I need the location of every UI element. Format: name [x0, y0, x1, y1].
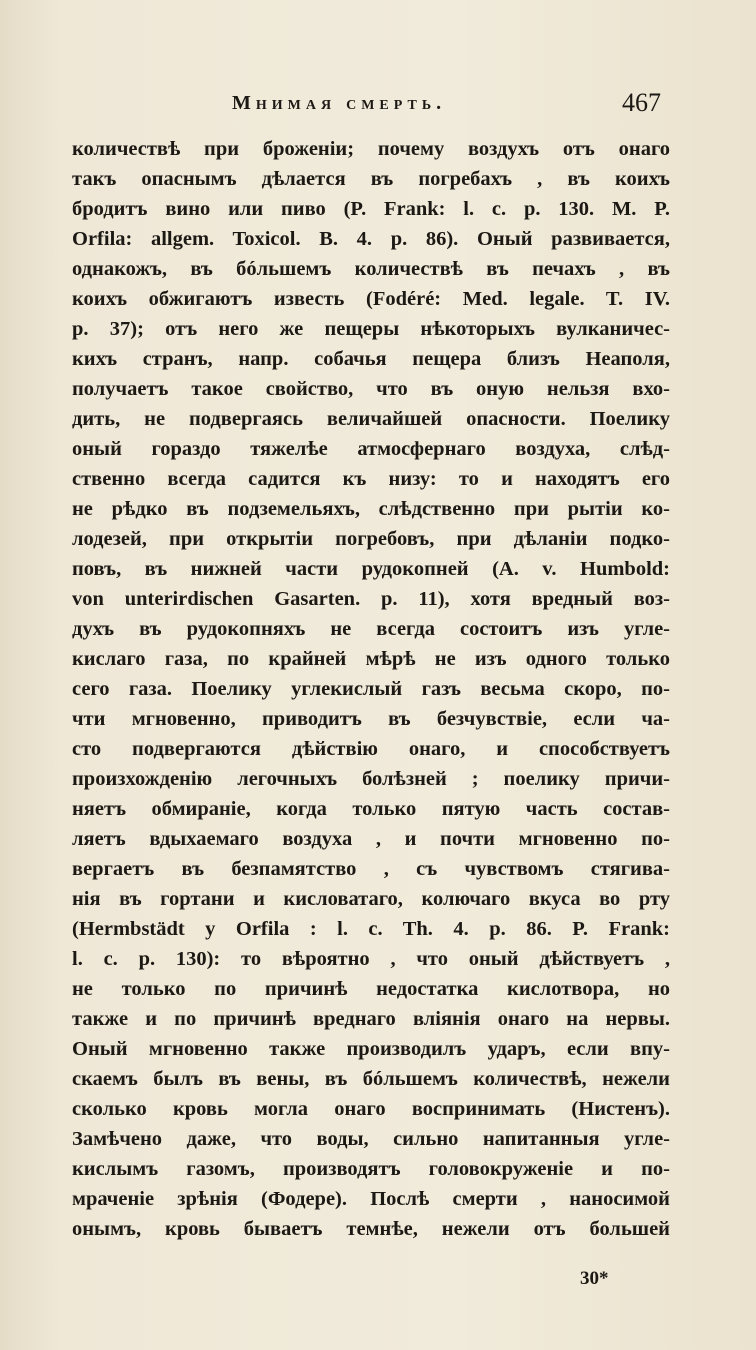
text-line: произхожденію легочныхъ болѣзней ; поелику причи-: [72, 768, 670, 790]
text-line: няетъ обмираніе, когда только пятую часть состав-: [72, 798, 670, 820]
text-line: кислымъ газомъ, производятъ головокруженіе и по-: [72, 1158, 670, 1180]
text-line: повъ, въ нижней части рудокопней (A. v. Humbold:: [72, 558, 670, 580]
text-line: чти мгновенно, приводитъ въ безчувствіе, если ча-: [72, 708, 670, 730]
text-line: такъ опаснымъ дѣлается въ погребахъ , въ коихъ: [72, 168, 670, 190]
text-line: ственно всегда садится къ низу: то и находятъ его: [72, 468, 670, 490]
text-line: бродитъ вино или пиво (P. Frank: l. c. p. 130. M. P.: [72, 198, 670, 220]
text-line: кихъ странъ, напр. собачья пещера близъ Неаполя,: [72, 348, 670, 370]
text-line: ляетъ вдыхаемаго воздуха , и почти мгновенно по-: [72, 828, 670, 850]
text-line: Orfila: allgem. Toxicol. B. 4. p. 86). Оный развивается,: [72, 228, 670, 250]
text-line: von unterirdischen Gasarten. p. 11), хотя вредный воз-: [72, 588, 670, 610]
text-line: Замѣчено даже, что воды, сильно напитанныя угле-: [72, 1128, 670, 1150]
text-line: лодезей, при открытіи погребовъ, при дѣланіи подко-: [72, 528, 670, 550]
text-line: духъ въ рудокопняхъ не всегда состоитъ изъ угле-: [72, 618, 670, 640]
text-line: p. 37); отъ него же пещеры нѣкоторыхъ вулканичес-: [72, 318, 670, 340]
text-line: количествѣ при броженіи; почему воздухъ отъ онаго: [72, 138, 670, 160]
text-line: l. c. p. 130): то вѣроятно , что оный дѣйствуетъ ,: [72, 948, 670, 970]
running-title: Мнимая смерть.: [232, 92, 447, 114]
text-line: онымъ, кровь бываетъ темнѣе, нежели отъ большей: [72, 1218, 670, 1240]
text-line: сто подвергаются дѣйствію онаго, и способствуетъ: [72, 738, 670, 760]
text-line: нія въ гортани и кисловатаго, колючаго вкуса во рту: [72, 888, 670, 910]
text-line: Оный мгновенно также производилъ ударъ, если впу-: [72, 1038, 670, 1060]
text-line: не только по причинѣ недостатка кислотвора, но: [72, 978, 670, 1000]
text-line: коихъ обжигаютъ известь (Fodéré: Med. legale. T. IV.: [72, 288, 670, 310]
text-line: (Hermbstädt у Orfila : l. c. Th. 4. p. 86. P. Frank:: [72, 918, 670, 940]
page-number: 467: [622, 88, 661, 117]
text-line: также и по причинѣ вреднаго вліянія онаго на нервы.: [72, 1008, 670, 1030]
text-line: получаетъ такое свойство, что въ оную нельзя вхо-: [72, 378, 670, 400]
body-text: [72, 134, 670, 1244]
text-line: не рѣдко въ подземельяхъ, слѣдственно при рытіи ко-: [72, 498, 670, 520]
text-line: кислаго газа, по крайней мѣрѣ не изъ одного только: [72, 648, 670, 670]
signature-mark: 30*: [580, 1268, 609, 1289]
text-line: оный гораздо тяжелѣе атмосфернаго воздуха, слѣд-: [72, 438, 670, 460]
text-line: скаемъ былъ въ вены, въ бóльшемъ количествѣ, нежели: [72, 1068, 670, 1090]
text-line: сколько кровь могла онаго воспринимать (Нистенъ).: [72, 1098, 670, 1120]
running-head: [0, 88, 756, 122]
text-line: сего газа. Поелику углекислый газъ весьма скоро, по-: [72, 678, 670, 700]
text-line: дить, не подвергаясь величайшей опасности. Поелику: [72, 408, 670, 430]
text-line: вергаетъ въ безпамятство , съ чувствомъ стягива-: [72, 858, 670, 880]
text-line: мраченіе зрѣнія (Фодере). Послѣ смерти , наносимой: [72, 1188, 670, 1210]
text-line: однакожъ, въ бóльшемъ количествѣ въ печахъ , въ: [72, 258, 670, 280]
